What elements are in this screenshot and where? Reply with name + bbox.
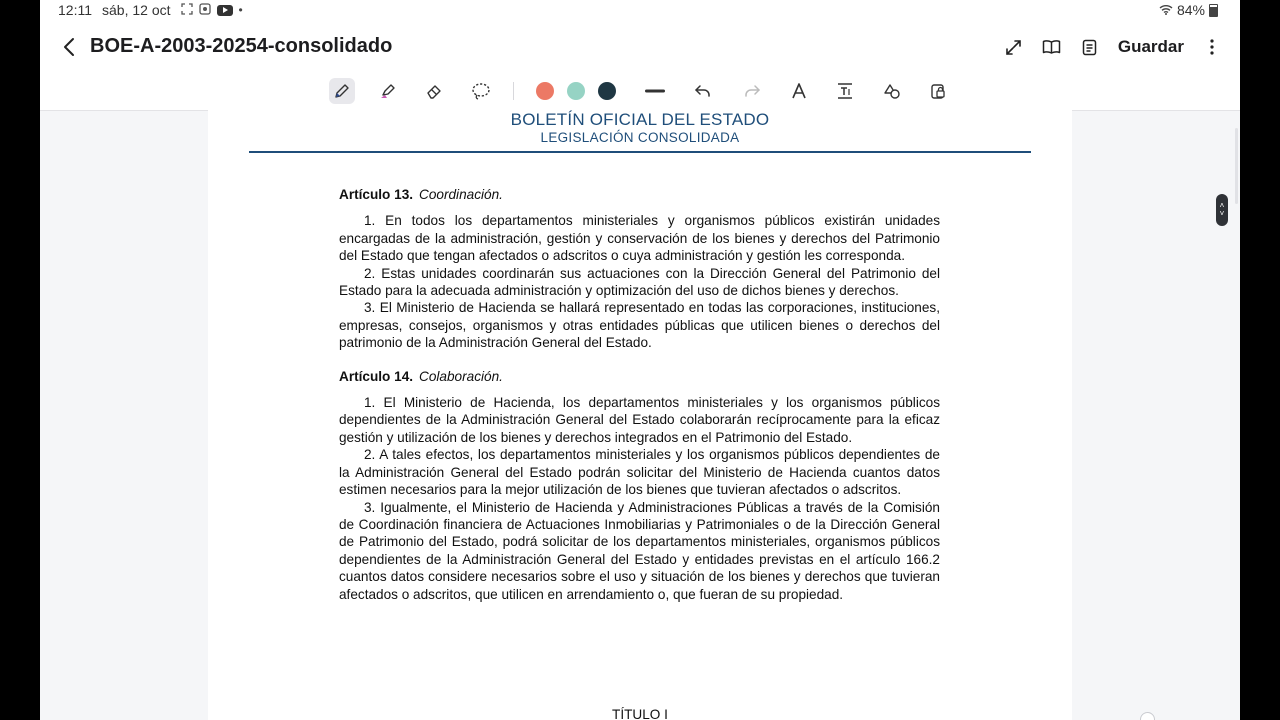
color-swatch-coral[interactable] <box>536 82 554 100</box>
color-swatch-mint[interactable] <box>567 82 585 100</box>
youtube-icon <box>217 5 233 16</box>
article-paragraph: 3. El Ministerio de Hacienda se hallará representado en todas las corporaciones, instituciones, empresas, consejos, organismos y otras entidades públicas que utilicen bienes o derechos del patrimonio de la Administración General del Estado. <box>339 300 940 351</box>
focus-icon <box>181 3 193 18</box>
scrollbar-track <box>1235 128 1238 204</box>
text-style-icon[interactable] <box>786 78 812 104</box>
article-title: Colaboración. <box>419 368 503 384</box>
battery-percent: 84% <box>1176 2 1205 18</box>
redo-icon[interactable] <box>739 78 765 104</box>
pen-icon[interactable] <box>329 78 355 104</box>
battery-icon <box>1209 4 1218 17</box>
document-page <box>208 110 1072 720</box>
article-paragraph: 3. Igualmente, el Ministerio de Hacienda y Administraciones Públicas a través de la Comisión de Coordinación financiera de Actuaciones Inmobiliarias y Patrimoniales o de la Dirección General de Patrimonio del Estado, podrá solicitar de los departamentos ministeriales, organismos públicos dependientes de la Administración General del Estado y entidades previstas en el artículo 166.2 cuantos datos considere necesarios sobre el uso y situación de los bienes y derechos que tuvieran afectados o adscritos, que utilicen en arrendamiento o, que fueran de su propiedad. <box>339 499 940 602</box>
wifi-icon <box>1159 2 1173 18</box>
article-title: Coordinación. <box>419 187 503 202</box>
floating-action-dot[interactable] <box>1140 712 1155 720</box>
document-body <box>339 186 940 603</box>
text-box-icon[interactable] <box>832 78 858 104</box>
boe-header-subtitle: LEGISLACIÓN CONSOLIDADA <box>540 130 740 145</box>
shapes-icon[interactable] <box>879 78 905 104</box>
date: sáb, 12 oct <box>102 2 171 18</box>
book-icon[interactable] <box>1042 33 1062 61</box>
section-heading: TÍTULO I <box>612 707 668 720</box>
lasso-icon[interactable] <box>468 78 494 104</box>
document-viewport[interactable] <box>40 111 1240 720</box>
document-title: BOE-A-2003-20254-consolidado <box>90 35 393 57</box>
undo-icon[interactable] <box>690 78 716 104</box>
more-icon[interactable] <box>1202 33 1222 61</box>
header-rule <box>249 151 1031 153</box>
eraser-icon[interactable] <box>421 78 447 104</box>
lock-icon[interactable] <box>925 78 951 104</box>
notes-icon[interactable] <box>1080 33 1100 61</box>
clock: 12:11 <box>58 2 92 18</box>
title-bar <box>40 22 1240 72</box>
back-icon[interactable] <box>58 34 80 60</box>
article-paragraph: 2. Estas unidades coordinarán sus actuaciones con la Dirección General del Patrimonio del Estado para la adecuada administración y optimización del uso de dichos bienes y derechos. <box>339 265 940 299</box>
save-button[interactable]: Guardar <box>1117 37 1184 56</box>
screenshot-icon <box>199 3 211 18</box>
article-paragraph: 1. En todos los departamentos ministeriales y organismos públicos existirán unidades encargadas de la administración, gestión y conservación de los bienes y derechos del Patrimonio del Estado que tengan afectados o adscritos o cuya administración y gestión les corresponda. <box>339 213 940 264</box>
boe-header-title: BOLETÍN OFICIAL DEL ESTADO <box>510 110 770 129</box>
article-heading <box>339 186 940 203</box>
article-paragraph: 2. A tales efectos, los departamentos ministeriales y los organismos públicos dependientes de la Administración General del Estado podrán solicitar del Ministerio de Hacienda cuantos datos estimen necesarios para la mejor utilización de los bienes que tuvieran afectados o adscritos. <box>339 447 940 498</box>
drawing-toolbar <box>40 72 1240 111</box>
article-heading <box>339 368 940 385</box>
toolbar-divider <box>513 82 514 100</box>
article-number: Artículo 14. <box>339 368 414 384</box>
article-paragraph: 1. El Ministerio de Hacienda, los departamentos ministeriales y los organismos públicos dependientes de la Administración General del Estado colaborarán recíprocamente para la eficaz gestión y utilización de los bienes y derechos integrados en el Patrimonio del Estado. <box>339 395 940 445</box>
stroke-width-icon[interactable] <box>642 78 668 104</box>
color-swatch-navy[interactable] <box>598 82 616 100</box>
scroll-handle[interactable]: ˄ ˅ <box>1216 194 1228 226</box>
expand-icon[interactable] <box>1004 33 1024 61</box>
highlighter-icon[interactable] <box>375 78 401 104</box>
article-number: Artículo 13. <box>339 187 414 202</box>
dot-icon: • <box>238 3 243 17</box>
status-bar <box>40 0 1240 22</box>
notes-app <box>40 0 1240 720</box>
